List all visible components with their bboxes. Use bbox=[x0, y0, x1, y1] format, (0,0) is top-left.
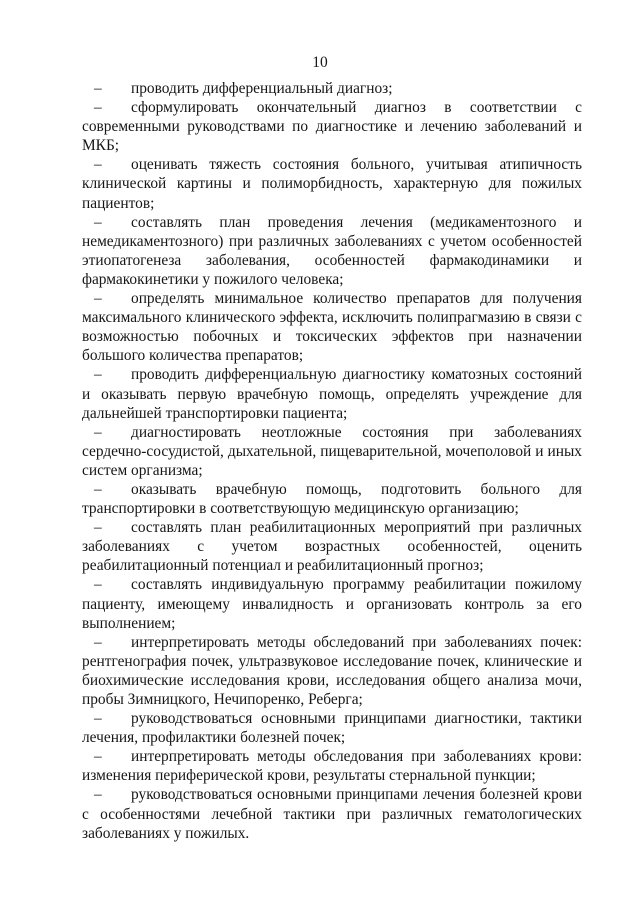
list-item-text: проводить дифференциальный диагноз; bbox=[131, 80, 393, 97]
page-number: 10 bbox=[312, 54, 328, 71]
list-dash: – bbox=[94, 633, 102, 651]
list-item bbox=[82, 480, 582, 518]
list-item bbox=[82, 213, 582, 289]
list-item bbox=[82, 289, 582, 365]
list-item-text: руководствоваться основными принципами диагностики, тактики лечения, профилактики болезней почек; bbox=[82, 710, 582, 747]
list-item-text: составлять план проведения лечения (медикаментозного и немедикаментозного) при различных заболеваниях с учетом особенностей этиопатогенеза заболевания, особенностей фармакодинамики и фармакокинетики у пожилого человека; bbox=[82, 213, 582, 288]
list-dash: – bbox=[94, 786, 102, 804]
list-item bbox=[82, 785, 582, 842]
list-item-text: руководствоваться основными принципами лечения болезней крови с особенностями лечебной тактики при различных гематологических заболеваниях у пожилых. bbox=[82, 786, 582, 842]
list-item bbox=[82, 79, 582, 98]
list-dash: – bbox=[94, 99, 102, 117]
list-item-text: составлять план реабилитационных мероприятий при различных заболеваниях с учетом возрастных особенностей, оценить реабилитационный потенциал и реабилитационный прогноз; bbox=[82, 519, 582, 575]
list-item-text: проводить дифференциальную диагностику коматозных состояний и оказывать первую врачебную помощь, определять учреждение для дальнейшей транспортировки пациента; bbox=[82, 366, 582, 422]
list-dash: – bbox=[94, 423, 102, 441]
list-item-text: сформулировать окончательный диагноз в соответствии с современными руководствами по диагностике и лечению заболеваний и МКБ; bbox=[82, 99, 582, 155]
list-dash: – bbox=[94, 80, 102, 97]
requirements-list bbox=[82, 79, 582, 843]
list-dash: – bbox=[94, 576, 102, 594]
list-item bbox=[82, 365, 582, 422]
list-item-text: составлять индивидуальную программу реабилитации пожилому пациенту, имеющему инвалидность и организовать контроль за его выполнением; bbox=[82, 576, 582, 632]
list-dash: – bbox=[94, 156, 102, 174]
list-item bbox=[82, 423, 582, 480]
list-item bbox=[82, 575, 582, 632]
list-item bbox=[82, 98, 582, 155]
list-dash: – bbox=[94, 290, 102, 308]
list-dash: – bbox=[94, 519, 102, 537]
list-item bbox=[82, 633, 582, 709]
list-dash: – bbox=[94, 710, 102, 728]
list-item-text: оказывать врачебную помощь, подготовить больного для транспортировки в соответствующую медицинскую организацию; bbox=[82, 480, 582, 518]
list-item-text: интерпретировать методы обследования при заболеваниях крови: изменения периферической крови, результаты стернальной пункции; bbox=[82, 748, 582, 785]
list-item-text: диагностировать неотложные состояния при заболеваниях сердечно-сосудистой, дыхательной, пищеварительной, мочеполовой и иных систем организма; bbox=[82, 423, 582, 479]
list-item bbox=[82, 747, 582, 785]
list-dash: – bbox=[94, 366, 102, 384]
list-item bbox=[82, 709, 582, 747]
list-item-text: интерпретировать методы обследований при заболеваниях почек: рентгенография почек, ультразвуковое исследование почек, клинические и биохимические исследования крови, исследования общего анализа мочи, пробы Зимницкого, Нечипоренко, Реберга; bbox=[82, 633, 582, 708]
list-item bbox=[82, 155, 582, 212]
list-dash: – bbox=[94, 213, 102, 231]
list-item-text: определять минимальное количество препаратов для получения максимального клинического эффекта, исключить полипрагмазию в связи с возможностью побочных и токсических эффектов при назначении большого количества препаратов; bbox=[82, 290, 582, 365]
list-dash: – bbox=[94, 480, 102, 498]
list-item bbox=[82, 518, 582, 575]
list-item-text: оценивать тяжесть состояния больного, учитывая атипичность клинической картины и полиморбидность, характерную для пожилых пациентов; bbox=[82, 156, 582, 212]
list-dash: – bbox=[94, 748, 102, 766]
